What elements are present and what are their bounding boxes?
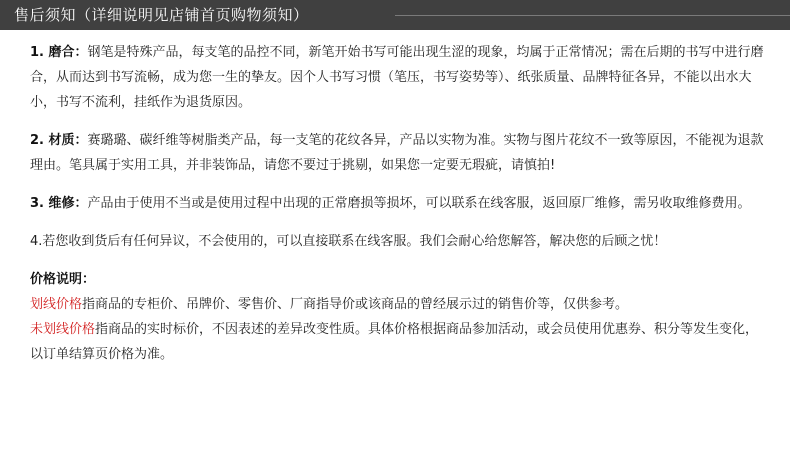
price-text: 指商品的专柜价、吊牌价、零售价、厂商指导价或该商品的曾经展示过的销售价等，仅供参考。 (82, 297, 629, 312)
price-highlight: 划线价格 (30, 297, 83, 312)
section-material (30, 128, 765, 178)
price-text: 指商品的实时标价，不因表述的差异改变性质。具体价格根据商品参加活动，或会员使用优惠券、积分等发生变化，以订单结算页价格为准。 (30, 322, 759, 362)
section-repair (30, 191, 765, 216)
price-highlight: 未划线价格 (30, 322, 96, 337)
section-text: 钢笔是特殊产品，每支笔的品控不同，新笔开始书写可能出现生涩的现象，均属于正常情况；需在后期的书写中进行磨合，从而达到书写流畅，成为您一生的挚友。因个人书写习惯（笔压，书写姿势等）、纸张质量、品牌特征各异，不能以出水大小，书写不流利，挂纸作为退货原因。 (30, 45, 764, 110)
notice-content (30, 40, 765, 367)
header-bar (0, 0, 790, 30)
section-run-in (30, 40, 765, 115)
section-text: 赛璐璐、碳纤维等树脂类产品，每一支笔的花纹各异，产品以实物为准。实物与图片花纹不一致等原因，不能视为退款理由。笔具属于实用工具，并非装饰品，请您不要过于挑剔，如果您一定要无瑕疵，请慎拍! (30, 133, 764, 173)
section-text: 产品由于使用不当或是使用过程中出现的正常磨损等损坏，可以联系在线客服，返回原厂维修，需另收取维修费用。 (87, 196, 751, 211)
section-text: 4.若您收到货后有任何异议，不会使用的，可以直接联系在线客服。我们会耐心给您解答，解决您的后顾之忧！ (30, 234, 667, 249)
header-divider (395, 15, 790, 16)
section-label: 1. 磨合： (30, 45, 88, 60)
section-label: 3. 维修： (30, 196, 88, 211)
section-label: 2. 材质： (30, 133, 88, 148)
page-title: 售后须知（详细说明见店铺首页购物须知） (14, 6, 309, 24)
price-title: 价格说明： (30, 272, 96, 287)
section-objection (30, 229, 765, 254)
price-item-unmarked (30, 317, 765, 367)
price-item-strikethrough (30, 292, 765, 317)
